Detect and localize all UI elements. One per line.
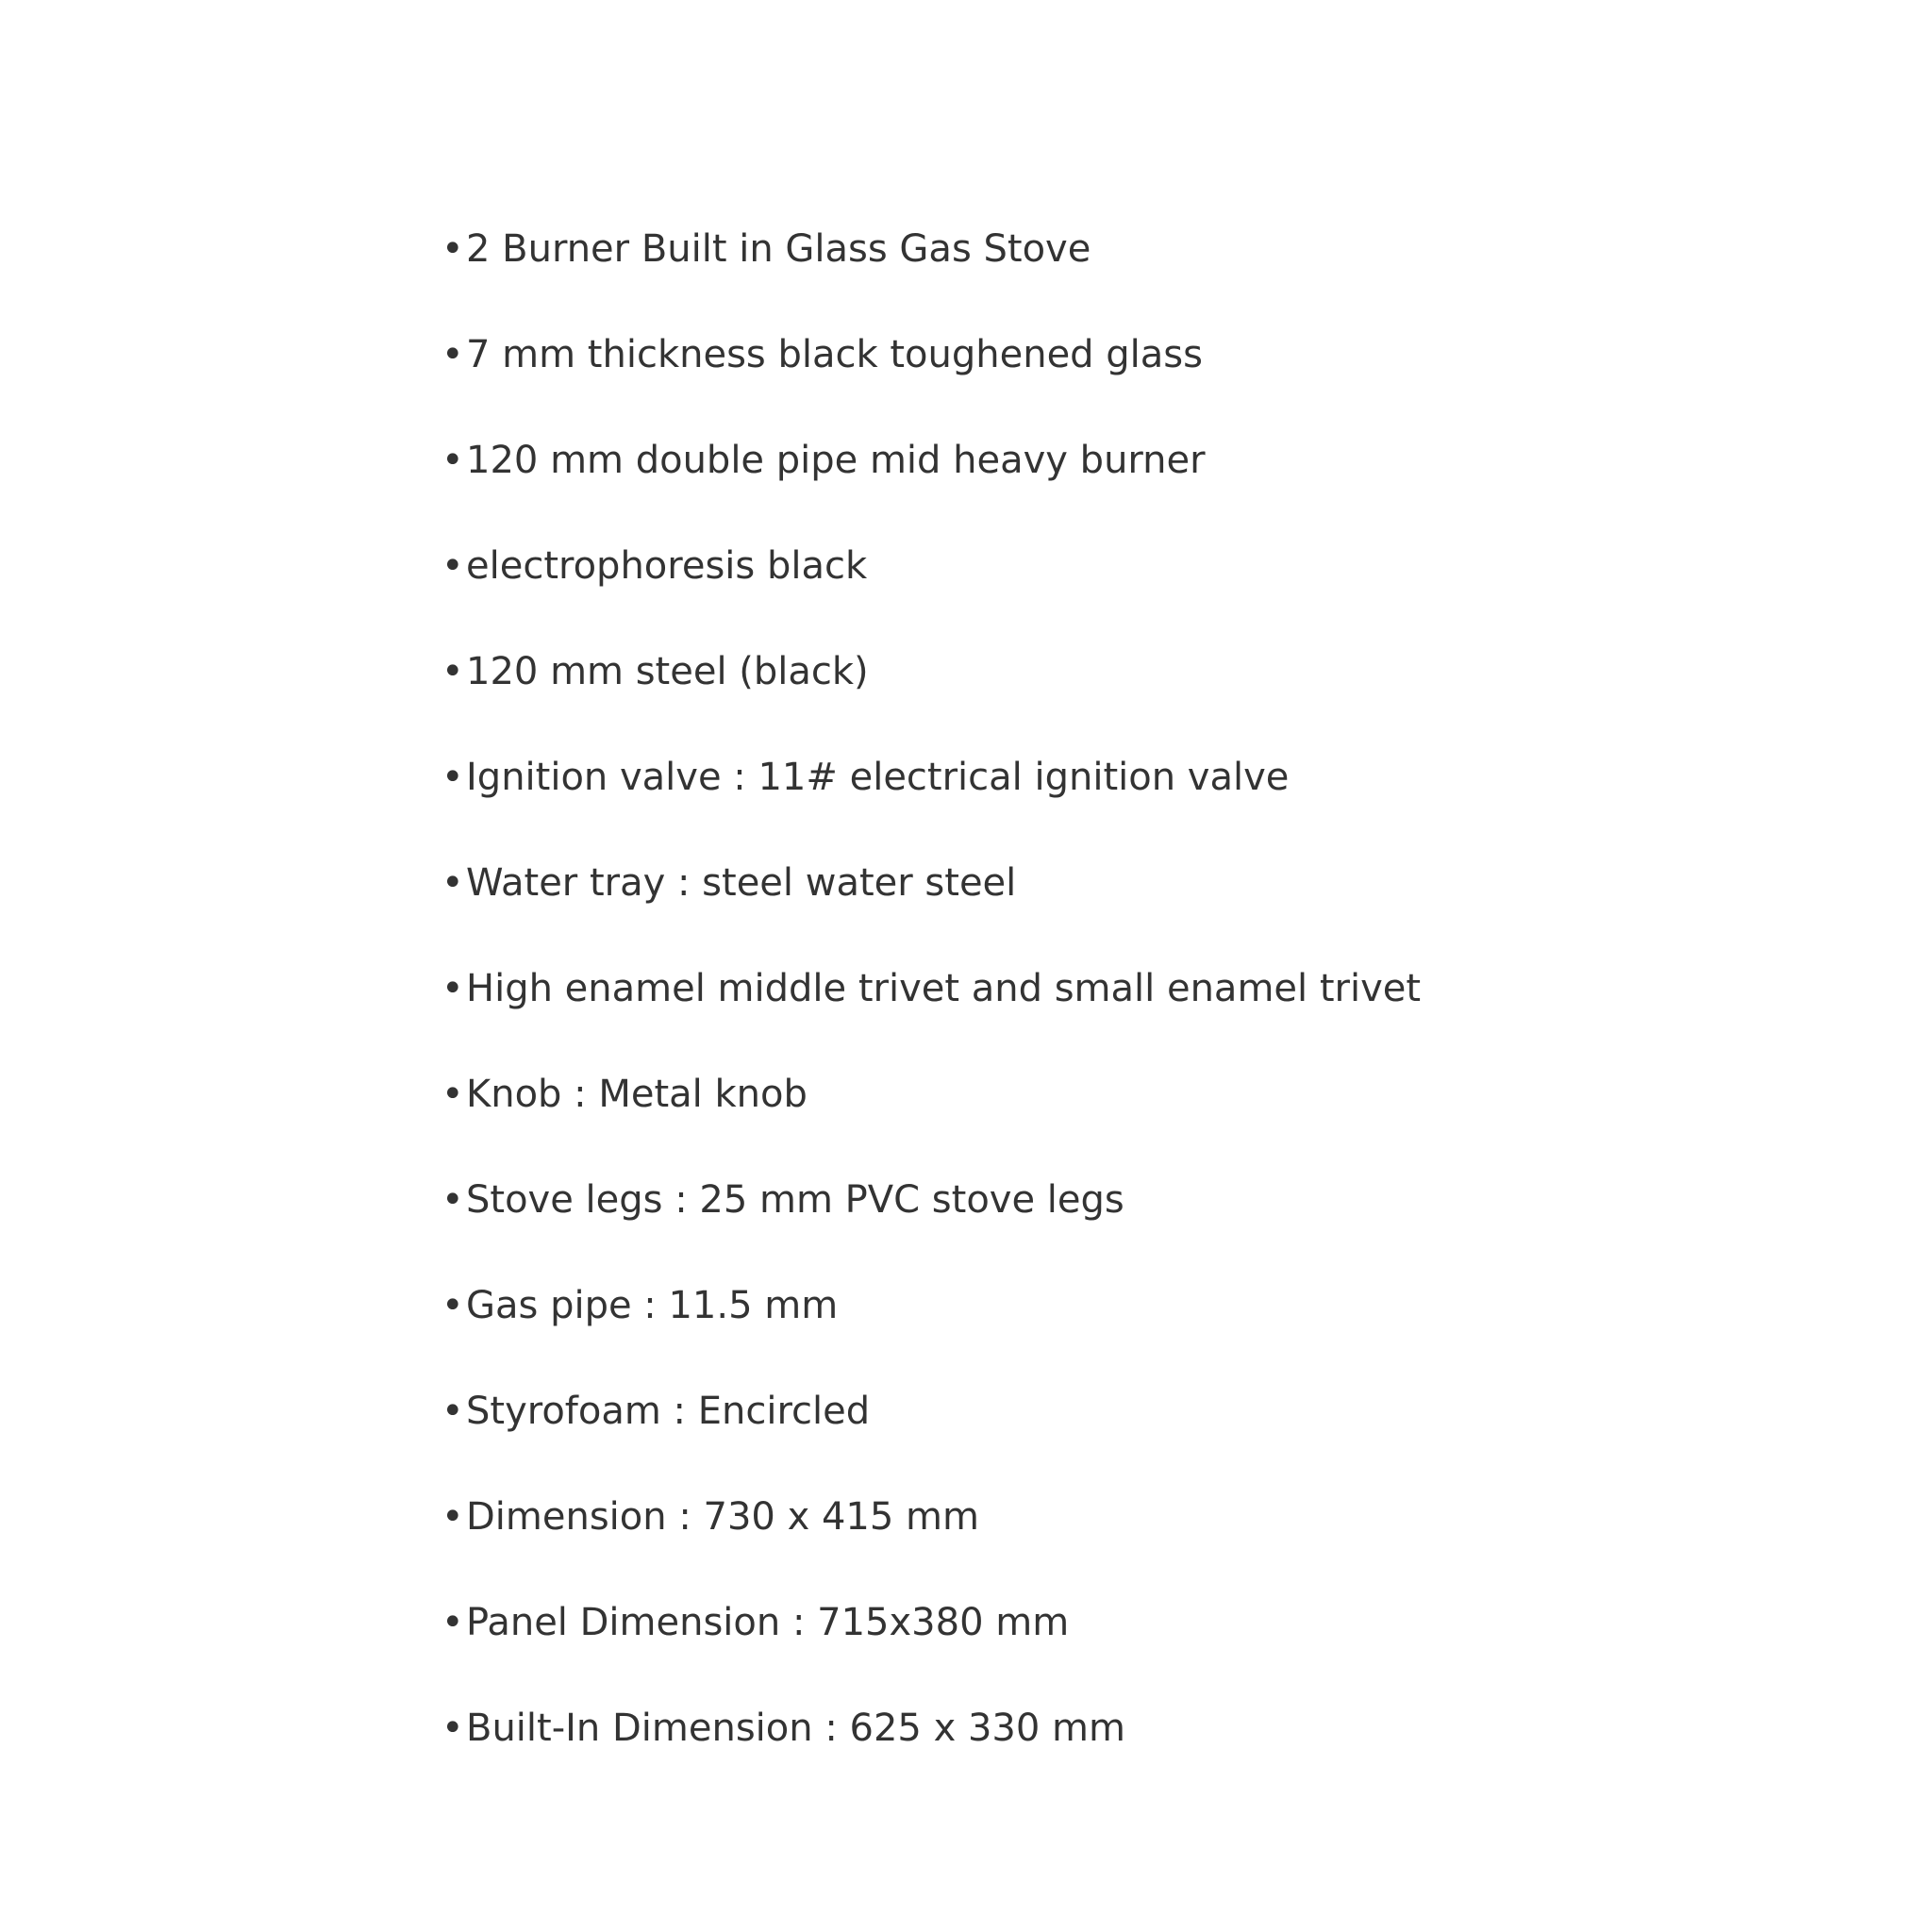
list-item-text: 2 Burner Built in Glass Gas Stove	[466, 227, 1091, 271]
list-item	[441, 302, 1421, 408]
list-item-text: Styrofoam : Encircled	[466, 1390, 871, 1433]
list-item	[441, 408, 1421, 513]
list-item	[441, 513, 1421, 619]
list-item-text: electrophoresis black	[466, 544, 868, 588]
list-item	[441, 1147, 1421, 1253]
spec-list	[441, 196, 1421, 1781]
list-item-text: Gas pipe : 11.5 mm	[466, 1284, 839, 1327]
list-item	[441, 1041, 1421, 1147]
bullet-icon: •	[441, 1178, 464, 1222]
list-item	[441, 619, 1421, 724]
list-item	[441, 724, 1421, 830]
bullet-icon: •	[441, 227, 464, 271]
bullet-icon: •	[441, 650, 464, 693]
bullet-icon: •	[441, 1390, 464, 1433]
list-item	[441, 1253, 1421, 1358]
list-item-text: Dimension : 730 x 415 mm	[466, 1495, 979, 1539]
bullet-icon: •	[441, 1707, 464, 1750]
list-item-text: Knob : Metal knob	[466, 1073, 808, 1116]
bullet-icon: •	[441, 544, 464, 588]
list-item-text: Ignition valve : 11# electrical ignition valve	[466, 756, 1290, 799]
list-item	[441, 1570, 1421, 1675]
list-item-text: 120 mm steel (black)	[466, 650, 869, 693]
bullet-icon: •	[441, 333, 464, 376]
list-item-text: Stove legs : 25 mm PVC stove legs	[466, 1178, 1124, 1222]
list-item	[441, 1675, 1421, 1781]
bullet-icon: •	[441, 1284, 464, 1327]
list-item	[441, 830, 1421, 936]
list-item-text: Panel Dimension : 715x380 mm	[466, 1601, 1070, 1644]
bullet-icon: •	[441, 1495, 464, 1539]
list-item	[441, 936, 1421, 1041]
list-item	[441, 196, 1421, 302]
bullet-icon: •	[441, 967, 464, 1010]
list-item	[441, 1358, 1421, 1464]
bullet-icon: •	[441, 1073, 464, 1116]
bullet-icon: •	[441, 439, 464, 482]
list-item-text: High enamel middle trivet and small enamel trivet	[466, 967, 1422, 1010]
list-item-text: Water tray : steel water steel	[466, 861, 1017, 905]
list-item-text: 120 mm double pipe mid heavy burner	[466, 439, 1206, 482]
list-item	[441, 1464, 1421, 1570]
list-item-text: 7 mm thickness black toughened glass	[466, 333, 1203, 376]
list-item-text: Built-In Dimension : 625 x 330 mm	[466, 1707, 1125, 1750]
bullet-icon: •	[441, 1601, 464, 1644]
bullet-icon: •	[441, 756, 464, 799]
bullet-icon: •	[441, 861, 464, 905]
